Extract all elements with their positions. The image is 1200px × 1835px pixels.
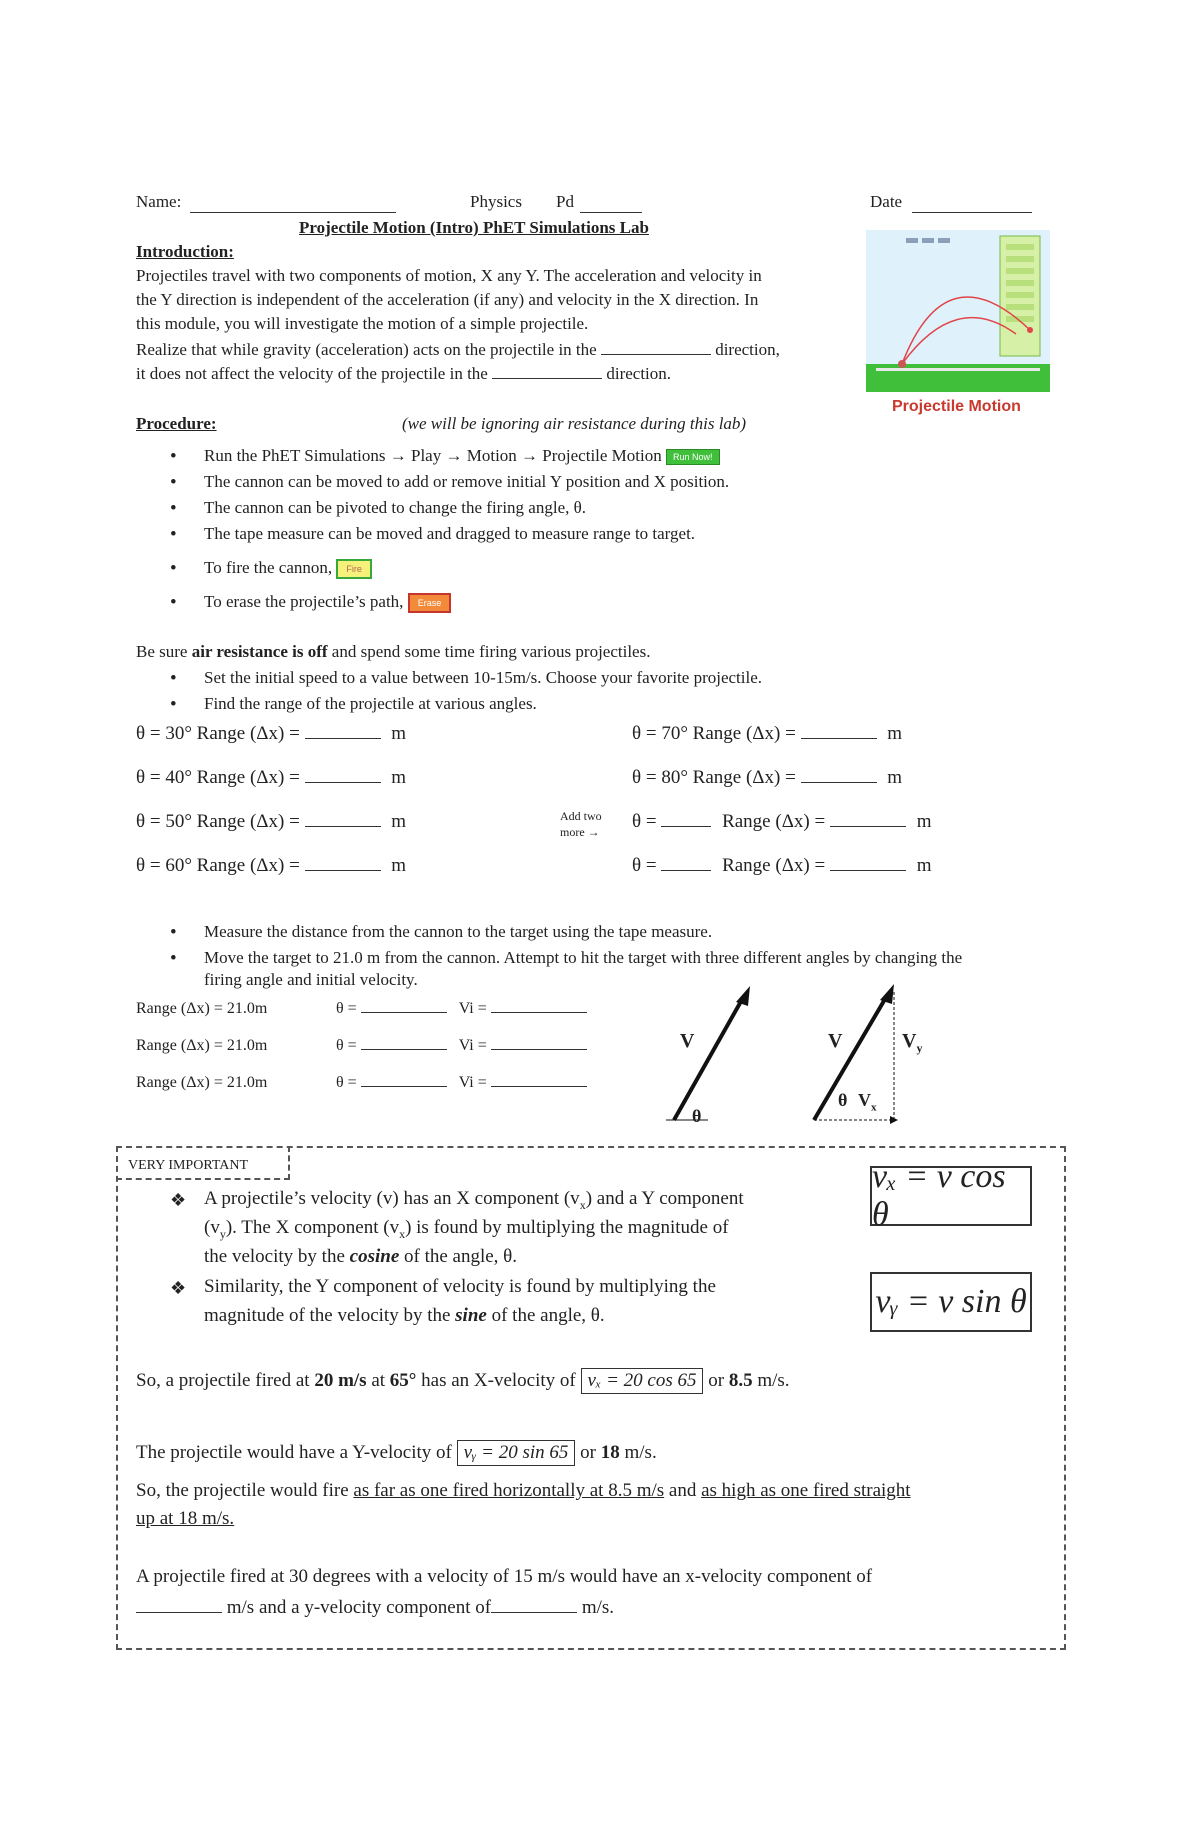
vector-vy-label: $V_y$ [902, 1030, 923, 1055]
example-conclusion-line2: up at 18 m/s. [136, 1508, 235, 1529]
important-label: VERY IMPORTANT [116, 1146, 290, 1180]
range-row-50: θ = 50° Range (Δx) = m [136, 811, 407, 832]
measure-bullet-1: • Measure the distance from the cannon to the target using the tape measure. [170, 922, 962, 948]
range-row-extra-2: θ = Range (Δx) = m [632, 855, 932, 876]
procedure-bullet-5: • To fire the cannon, Fire [170, 558, 729, 592]
range-row-70: θ = 70° Range (Δx) = m [632, 723, 903, 744]
range-row-60: θ = 60° Range (Δx) = m [136, 855, 407, 876]
velocity-vector-diagram [662, 980, 762, 1130]
important-b1-line2: $(v_y)$. The X component $(v_x)$ is found by multiplying the magnitude of [204, 1217, 729, 1241]
important-b2-line1: Similarity, the Y component of velocity is found by multiplying the [204, 1276, 716, 1297]
example-vy-box: vᵧ = 20 sin 65 [457, 1440, 576, 1466]
fire-button[interactable]: Fire [336, 559, 372, 579]
pd-label: Pd [556, 192, 574, 211]
formula-vy-box: vᵧ = v sin θ [870, 1272, 1032, 1332]
add-two-note: Add two more → [560, 809, 602, 839]
measure-bullet-2-cont: firing angle and initial velocity. [204, 970, 418, 989]
procedure-note: (we will be ignoring air resistance during this lab) [402, 414, 747, 433]
range-row-30: θ = 30° Range (Δx) = m [136, 723, 407, 744]
erase-button[interactable]: Erase [408, 593, 452, 613]
vector-theta2-label: θ [838, 1090, 848, 1110]
range-row-40: θ = 40° Range (Δx) = m [136, 767, 407, 788]
range-row-extra-1: θ = Range (Δx) = m [632, 811, 932, 832]
y-component-answer[interactable] [491, 1596, 577, 1613]
air-bullet-2: • Find the range of the projectile at various angles. [170, 694, 762, 720]
important-b1-line3: the velocity by the cosine of the angle, θ. [204, 1246, 518, 1267]
intro-line-4: Realize that while gravity (acceleration) acts on the projectile in the direction, [136, 340, 780, 359]
measure-bullet-2: • Move the target to 21.0 m from the cannon. Attempt to hit the target with three different angles by changing the [170, 948, 962, 970]
example-y-velocity: The projectile would have a Y-velocity of vᵧ = 20 sin 65 or 18 m/s. [136, 1440, 657, 1466]
example-x-velocity: So, a projectile fired at 20 m/s at 65° has an X-velocity of vₓ = 20 cos 65 or 8.5 m/s. [136, 1368, 790, 1394]
physics-label: Physics [470, 192, 522, 211]
intro-line-2: the Y direction is independent of the acceleration (if any) and velocity in the X direction. In [136, 290, 759, 309]
sim-thumbnail-graphic [866, 230, 1050, 392]
vector-v-label: V [680, 1030, 695, 1052]
intro-heading: Introduction: [136, 242, 234, 261]
procedure-bullet-2: • The cannon can be moved to add or remove initial Y position and X position. [170, 472, 729, 498]
example-conclusion-line1: So, the projectile would fire as far as one fired horizontally at 8.5 m/s and as high as one fired straight [136, 1480, 911, 1501]
example-vx-box: vₓ = 20 cos 65 [581, 1368, 704, 1394]
date-label: Date [870, 192, 903, 211]
page-title: Projectile Motion (Intro) PhET Simulations Lab [299, 218, 649, 237]
vector-vx-label: $V_x$ [858, 1090, 877, 1114]
formula-vx-box: vₓ = v cos θ [870, 1166, 1032, 1226]
question-line1: A projectile fired at 30 degrees with a velocity of 15 m/s would have an x-velocity component of [136, 1566, 873, 1587]
procedure-list [170, 446, 729, 618]
intro-line-1: Projectiles travel with two components of motion, X any Y. The acceleration and velocity in [136, 266, 762, 285]
procedure-bullet-3: • The cannon can be pivoted to change the firing angle, θ. [170, 498, 729, 524]
procedure-bullet-1: • Run the PhET Simulations → Play → Motion → Projectile Motion Run Now! [170, 446, 729, 472]
sim-caption: Projectile Motion [892, 398, 1021, 415]
vector-theta-label: θ [692, 1106, 702, 1126]
important-b1-line1: A projectile’s velocity (v) has an X component $(v_x)$ and a Y component [204, 1188, 744, 1212]
measure-row-1: Range (Δx) = 21.0m θ = Vi = [136, 996, 587, 1018]
name-label: Name: [136, 192, 182, 211]
sim-thumbnail [866, 230, 1050, 392]
x-component-answer[interactable] [136, 1596, 222, 1613]
procedure-heading: Procedure: [136, 414, 217, 433]
run-now-button[interactable]: Run Now! [666, 449, 720, 465]
question-line2: m/s and a y-velocity component of m/s. [136, 1596, 614, 1619]
range-row-80: θ = 80° Range (Δx) = m [632, 767, 903, 788]
intro-line-5: it does not affect the velocity of the projectile in the direction. [136, 364, 672, 383]
measure-row-2: Range (Δx) = 21.0m θ = Vi = [136, 1033, 587, 1055]
vector-v2-label: V [828, 1030, 843, 1052]
diamond-bullet-1: ❖ [170, 1190, 187, 1210]
procedure-bullet-4: • The tape measure can be moved and dragged to measure range to target. [170, 524, 729, 558]
intro-line-3: this module, you will investigate the motion of a simple projectile. [136, 314, 589, 333]
air-bullet-1: • Set the initial speed to a value between 10-15m/s. Choose your favorite projectile. [170, 668, 762, 694]
air-resistance-line: Be sure air resistance is off and spend some time firing various projectiles. [136, 642, 651, 661]
diamond-bullet-2: ❖ [170, 1278, 187, 1298]
important-b2-line2: magnitude of the velocity by the sine of the angle, θ. [204, 1305, 605, 1326]
name-blank[interactable] [190, 196, 396, 218]
procedure-bullet-6: • To erase the projectile’s path, Erase [170, 592, 729, 618]
air-list [170, 668, 762, 720]
pd-blank[interactable] [580, 196, 642, 218]
measure-row-3: Range (Δx) = 21.0m θ = Vi = [136, 1070, 587, 1092]
date-blank[interactable] [912, 196, 1032, 218]
